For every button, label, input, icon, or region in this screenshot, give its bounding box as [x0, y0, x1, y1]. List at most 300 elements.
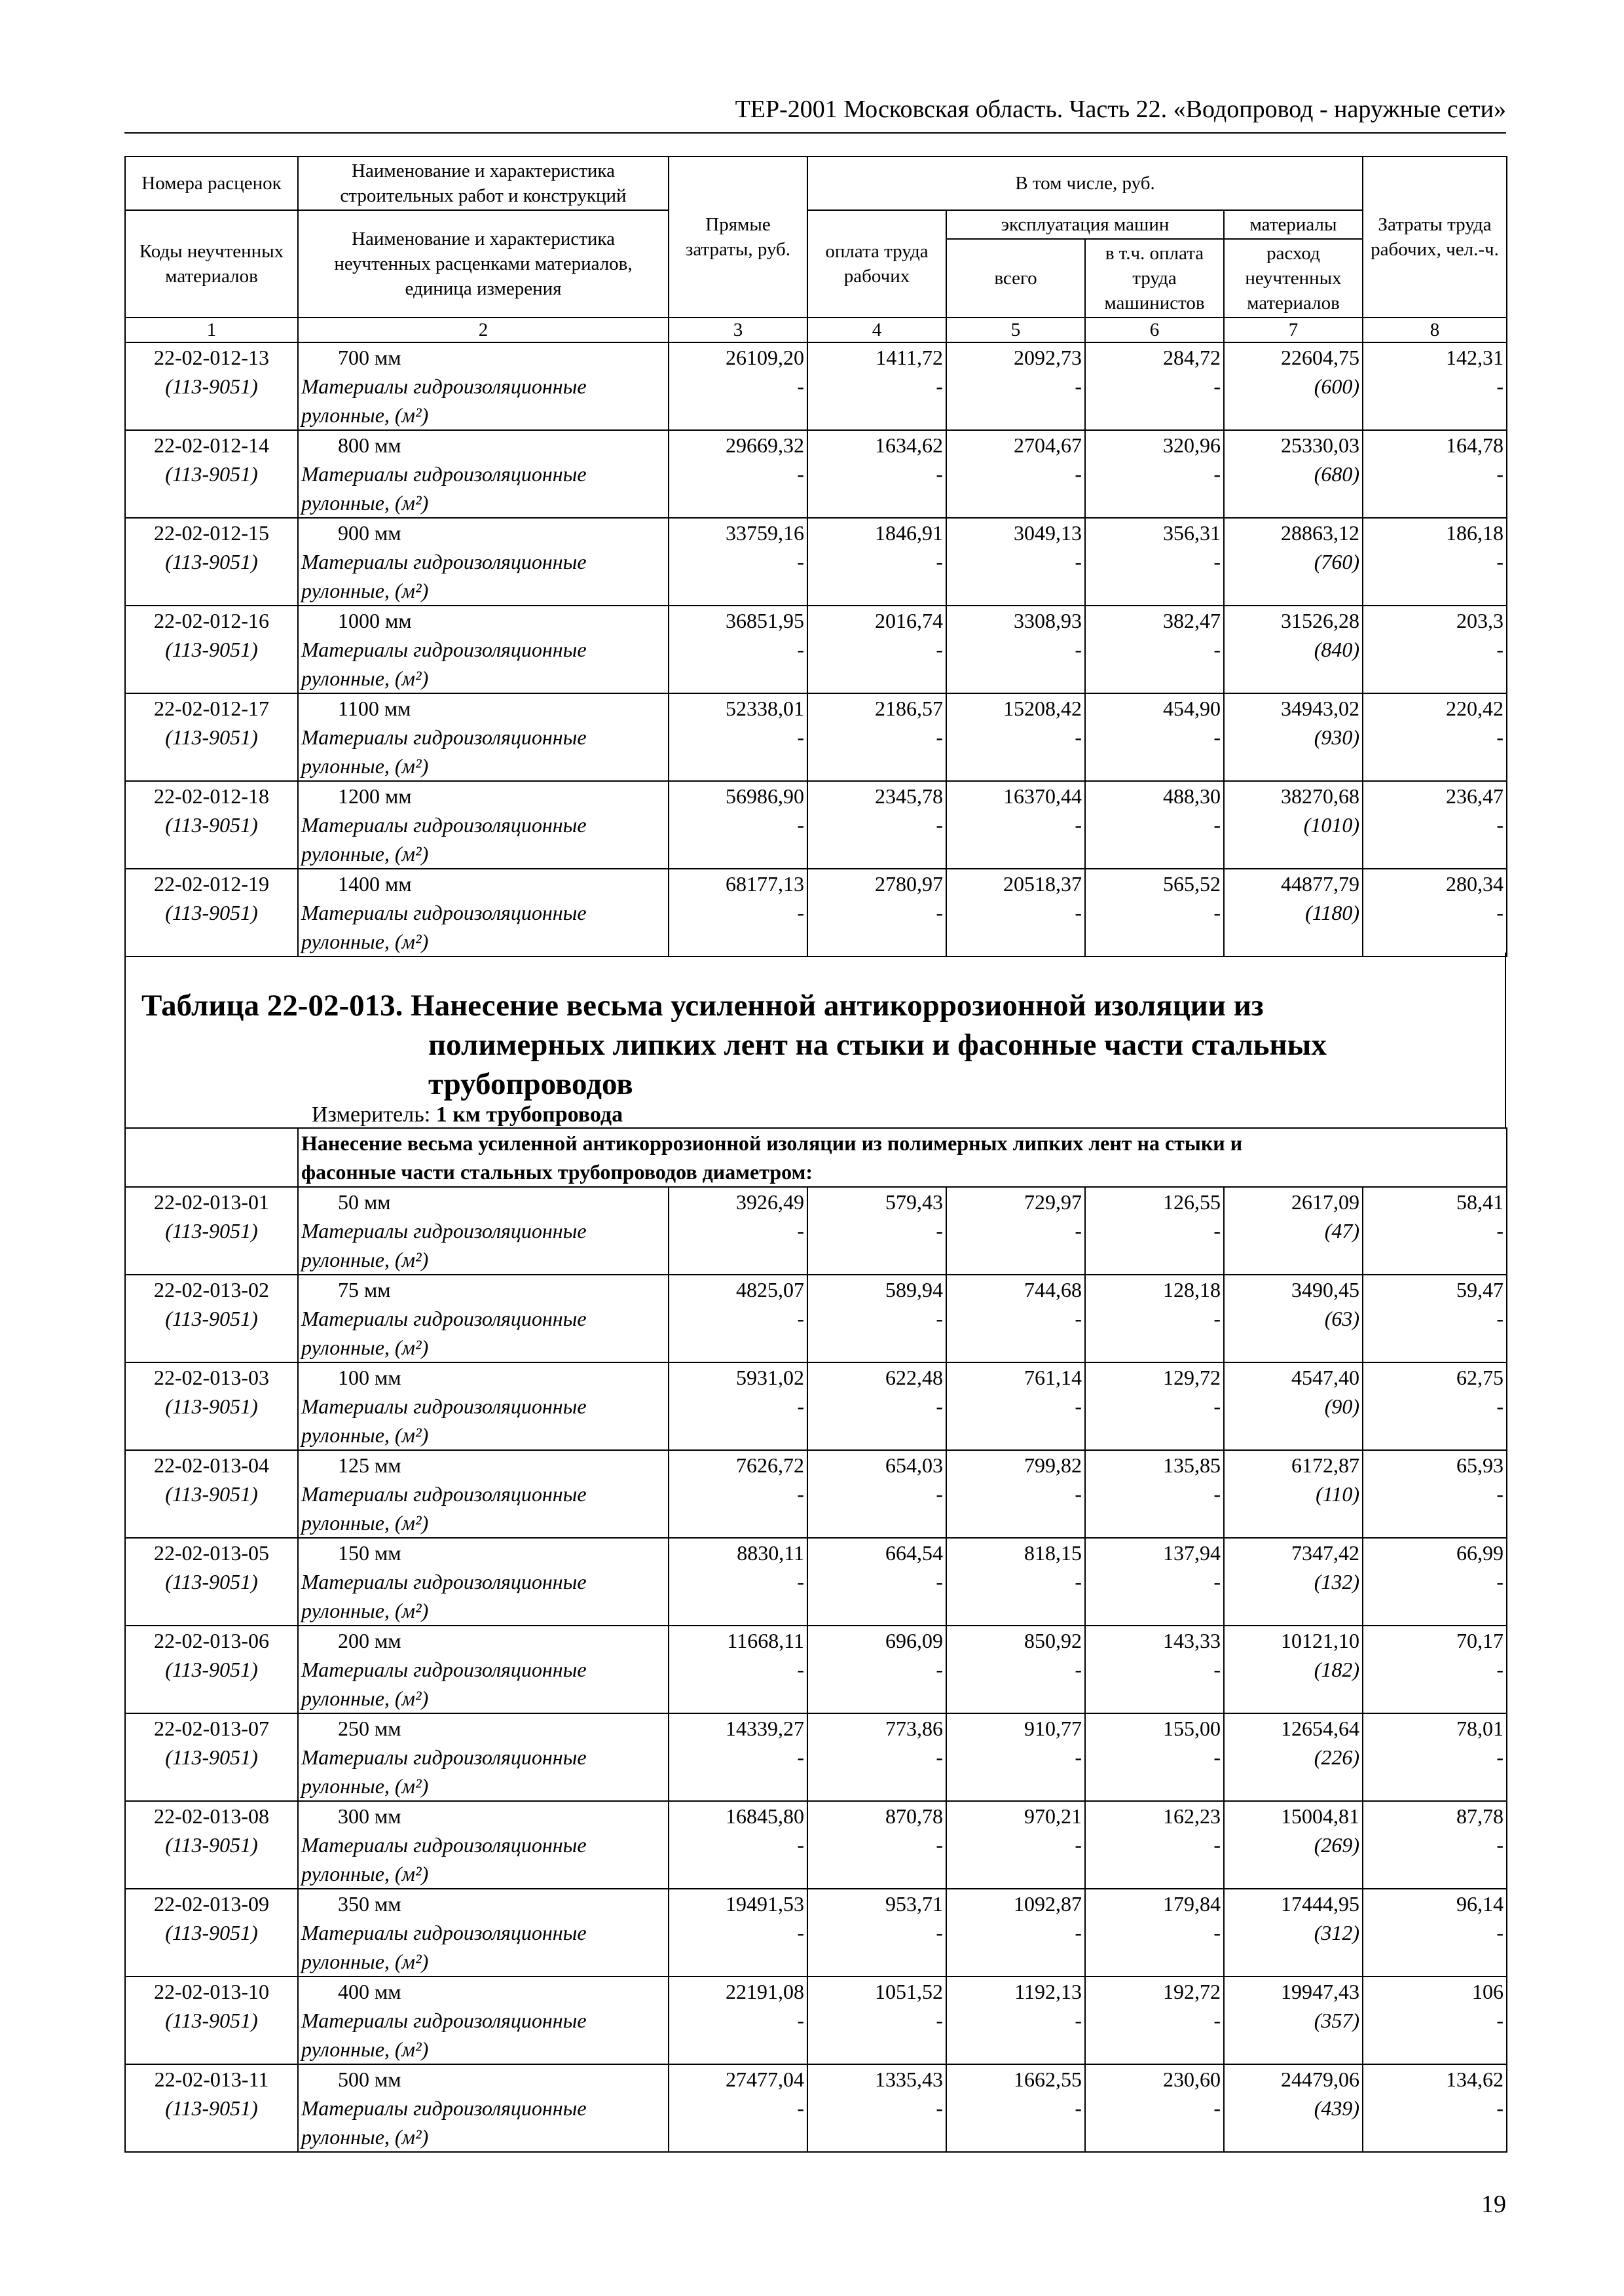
machines-cell [946, 1801, 1085, 1889]
materials-cell [1224, 518, 1363, 606]
wages: 773,86 [885, 1717, 943, 1740]
wages: 1411,72 [876, 346, 943, 369]
dash: - [1496, 1570, 1504, 1594]
material-code: (113-9051) [165, 813, 258, 837]
labor-cost: 142,31 [1446, 346, 1504, 369]
dash: - [797, 1745, 804, 1769]
material-name: Материалы гидроизоляционные [301, 1482, 587, 1506]
material-quantity: (1010) [1303, 813, 1359, 837]
material-quantity: (110) [1316, 1482, 1359, 1506]
dash: - [1213, 725, 1221, 749]
machines-total: 910,77 [1024, 1717, 1082, 1740]
labor-cell [1363, 1801, 1507, 1889]
labor-cell [1363, 1977, 1507, 2064]
machines-cell [946, 518, 1085, 606]
dash: - [1075, 813, 1082, 837]
dash: - [797, 1394, 804, 1418]
direct-cost: 33759,16 [726, 521, 804, 545]
direct-cost: 26109,20 [726, 346, 804, 369]
dash: - [1496, 638, 1504, 661]
material-name: Материалы гидроизоляционные [301, 901, 587, 924]
rate-code-cell [125, 1275, 298, 1362]
rate-code-cell [125, 606, 298, 693]
material-quantity: (63) [1324, 1307, 1359, 1330]
wages-cell [807, 1977, 946, 2064]
materials-cell [1224, 869, 1363, 957]
table-title-line-2: полимерных липких лент на стыки и фасонные части стальных [428, 1028, 1327, 1062]
dash: - [1213, 1658, 1221, 1681]
labor-cell [1363, 2064, 1507, 2152]
direct-cost-cell [669, 1801, 807, 1889]
material-code: (113-9051) [165, 725, 258, 749]
dash: - [1496, 901, 1504, 924]
table2-rows [125, 1187, 1507, 2152]
wages-cell [807, 869, 946, 957]
material-unit: рулонные, (м²) [301, 491, 429, 515]
dash: - [936, 1833, 943, 1857]
dash: - [1213, 2009, 1221, 2032]
labor-cost: 186,18 [1446, 521, 1504, 545]
direct-cost-cell [669, 693, 807, 781]
direct-cost: 27477,04 [726, 2068, 804, 2091]
material-code: (113-9051) [165, 638, 258, 661]
dash: - [936, 374, 943, 398]
column-number: 6 [1085, 318, 1224, 342]
header-rows [125, 156, 1507, 342]
machines-total: 20518,37 [1003, 872, 1082, 896]
rate-code-cell [125, 518, 298, 606]
dash: - [1075, 2009, 1082, 2032]
table-title-line-3: трубопроводов [428, 1067, 633, 1101]
col2-header-top: Наименование и характеристика строительных работ и конструкций [298, 156, 669, 210]
machines-total: 970,21 [1024, 1804, 1082, 1828]
materials-cost: 19947,43 [1281, 1980, 1359, 2003]
direct-cost: 19491,53 [726, 1892, 804, 1916]
wages: 2186,57 [875, 697, 943, 720]
dash: - [936, 725, 943, 749]
wages: 2345,78 [875, 784, 943, 808]
dash: - [1496, 374, 1504, 398]
work-name: 350 мм [338, 1892, 401, 1916]
col4-header: оплата труда рабочих [807, 210, 946, 318]
name-cell [298, 2064, 669, 2152]
material-name: Материалы гидроизоляционные [301, 1921, 587, 1944]
material-quantity: (1180) [1305, 901, 1359, 924]
material-code: (113-9051) [165, 1219, 258, 1243]
material-unit: рулонные, (м²) [301, 579, 429, 602]
direct-cost: 11668,11 [727, 1629, 804, 1652]
materials-cost: 12654,64 [1281, 1717, 1359, 1740]
operators-wages: 382,47 [1163, 609, 1221, 632]
dash: - [936, 1482, 943, 1506]
labor-cost: 164,78 [1446, 433, 1504, 457]
operators-cell [1085, 781, 1224, 869]
wages-cell [807, 781, 946, 869]
labor-cell [1363, 1626, 1507, 1713]
materials-cell [1224, 1362, 1363, 1450]
table-row [125, 1889, 1507, 1977]
rate-code: 22-02-013-02 [154, 1278, 269, 1302]
dash: - [797, 1570, 804, 1594]
dash: - [1075, 1219, 1082, 1243]
operators-cell [1085, 1275, 1224, 1362]
material-code: (113-9051) [165, 2009, 258, 2032]
rate-code-cell [125, 1889, 298, 1977]
direct-cost: 14339,27 [726, 1717, 804, 1740]
materials-header: материалы [1224, 210, 1363, 239]
dash: - [1496, 1307, 1504, 1330]
labor-cost: 96,14 [1456, 1892, 1504, 1916]
labor-cell [1363, 781, 1507, 869]
materials-cost: 22604,75 [1281, 346, 1359, 369]
machines-total: 2092,73 [1014, 346, 1082, 369]
direct-cost: 8830,11 [737, 1541, 804, 1565]
materials-cell [1224, 1713, 1363, 1801]
rate-code-cell [125, 781, 298, 869]
name-cell [298, 1275, 669, 1362]
wages: 1846,91 [875, 521, 943, 545]
wages: 664,54 [885, 1541, 943, 1565]
materials-cost: 24479,06 [1281, 2068, 1359, 2091]
labor-cost: 203,3 [1456, 609, 1504, 632]
operators-cell [1085, 1538, 1224, 1626]
wages-cell [807, 1450, 946, 1538]
name-cell [298, 518, 669, 606]
materials-cell [1224, 2064, 1363, 2152]
dash: - [936, 1394, 943, 1418]
operators-cell [1085, 342, 1224, 430]
material-quantity: (600) [1314, 374, 1359, 398]
rate-code-cell [125, 2064, 298, 2152]
dash: - [797, 1921, 804, 1944]
operators-wages: 135,85 [1163, 1453, 1221, 1477]
operators-cell [1085, 693, 1224, 781]
table-title-line-1: Таблица 22-02-013. Нанесение весьма усиленной антикоррозионной изоляции из [141, 989, 1264, 1023]
work-name: 700 мм [338, 346, 401, 369]
name-cell [298, 1801, 669, 1889]
labor-cost: 280,34 [1446, 872, 1504, 896]
direct-cost-cell [669, 606, 807, 693]
materials-cost: 7347,42 [1291, 1541, 1359, 1565]
materials-cell [1224, 430, 1363, 518]
rate-code-cell [125, 1801, 298, 1889]
material-code: (113-9051) [165, 1921, 258, 1944]
machines-cell [946, 781, 1085, 869]
machines-cell [946, 693, 1085, 781]
table1-rows [125, 342, 1507, 957]
dash: - [1075, 1745, 1082, 1769]
material-quantity: (269) [1314, 1833, 1359, 1857]
operators-wages: 143,33 [1163, 1629, 1221, 1652]
name-cell [298, 1450, 669, 1538]
labor-cell [1363, 518, 1507, 606]
work-name: 1100 мм [338, 697, 411, 720]
dash: - [1213, 550, 1221, 574]
machines-cell [946, 342, 1085, 430]
group-title [298, 1128, 1507, 1187]
material-quantity: (47) [1324, 1219, 1359, 1243]
direct-cost-cell [669, 1889, 807, 1977]
operators-wages: 137,94 [1163, 1541, 1221, 1565]
wages: 654,03 [885, 1453, 943, 1477]
material-quantity: (312) [1314, 1921, 1359, 1944]
material-quantity: (840) [1314, 638, 1359, 661]
measure-value: 1 км трубопровода [435, 1102, 623, 1127]
col1-header-top: Номера расценок [125, 156, 298, 210]
col3-header: Прямые затраты, руб. [669, 156, 807, 318]
dash: - [1075, 1482, 1082, 1506]
table-row [125, 781, 1507, 869]
materials-cost: 25330,03 [1281, 433, 1359, 457]
rate-code: 22-02-012-18 [154, 784, 269, 808]
work-name: 300 мм [338, 1804, 401, 1828]
material-unit: рулонные, (м²) [301, 1423, 429, 1447]
column-number: 4 [807, 318, 946, 342]
name-cell [298, 693, 669, 781]
rate-code-cell [125, 1977, 298, 2064]
material-name: Материалы гидроизоляционные [301, 550, 587, 574]
rate-code: 22-02-012-16 [154, 609, 269, 632]
machines-total: 761,14 [1024, 1366, 1082, 1389]
operators-wages: 488,30 [1163, 784, 1221, 808]
wages-cell [807, 518, 946, 606]
direct-cost-cell [669, 1713, 807, 1801]
material-unit: рулонные, (м²) [301, 1774, 429, 1798]
labor-cell [1363, 1450, 1507, 1538]
operators-cell [1085, 1187, 1224, 1275]
name-cell [298, 1538, 669, 1626]
dash: - [936, 550, 943, 574]
table-row [125, 1450, 1507, 1538]
machines-total: 850,92 [1024, 1629, 1082, 1652]
operators-wages: 129,72 [1163, 1366, 1221, 1389]
operators-cell [1085, 1626, 1224, 1713]
machines-header: эксплуатация машин [946, 210, 1224, 239]
dash: - [1213, 901, 1221, 924]
machines-total: 729,97 [1024, 1190, 1082, 1214]
labor-cell [1363, 1362, 1507, 1450]
dash: - [1213, 1394, 1221, 1418]
material-unit: рулонные, (м²) [301, 1511, 429, 1535]
rate-code-cell [125, 342, 298, 430]
direct-cost: 5931,02 [736, 1366, 804, 1389]
labor-cell [1363, 1275, 1507, 1362]
materials-cell [1224, 1977, 1363, 2064]
material-code: (113-9051) [165, 1570, 258, 1594]
dash: - [797, 638, 804, 661]
wages-cell [807, 1801, 946, 1889]
table-row [125, 1626, 1507, 1713]
rate-code: 22-02-012-19 [154, 872, 269, 896]
operators-wages: 565,52 [1163, 872, 1221, 896]
dash: - [797, 2009, 804, 2032]
dash: - [1496, 550, 1504, 574]
wages-cell [807, 430, 946, 518]
labor-cost: 87,78 [1456, 1804, 1504, 1828]
material-code: (113-9051) [165, 550, 258, 574]
operators-cell [1085, 1362, 1224, 1450]
work-name: 125 мм [338, 1453, 401, 1477]
dash: - [797, 1219, 804, 1243]
operators-wages: 454,90 [1163, 697, 1221, 720]
machines-cell [946, 1538, 1085, 1626]
rate-code: 22-02-012-13 [154, 346, 269, 369]
dash: - [1075, 901, 1082, 924]
wages-cell [807, 606, 946, 693]
dash: - [797, 813, 804, 837]
rate-code-cell [125, 1362, 298, 1450]
material-unit: рулонные, (м²) [301, 842, 429, 866]
direct-cost: 68177,13 [726, 872, 804, 896]
machines-total: 1092,87 [1014, 1892, 1082, 1916]
material-unit: рулонные, (м²) [301, 1686, 429, 1710]
materials-cell [1224, 606, 1363, 693]
table-title-block [124, 953, 1506, 1129]
operators-cell [1085, 606, 1224, 693]
work-name: 900 мм [338, 521, 401, 545]
column-number: 2 [298, 318, 669, 342]
direct-cost: 22191,08 [726, 1980, 804, 2003]
work-name: 1400 мм [338, 872, 412, 896]
rate-code: 22-02-013-05 [154, 1541, 269, 1565]
name-cell [298, 430, 669, 518]
wages-cell [807, 1362, 946, 1450]
dash: - [1496, 1833, 1504, 1857]
dash: - [936, 462, 943, 486]
wages: 696,09 [885, 1629, 943, 1652]
material-quantity: (760) [1314, 550, 1359, 574]
operators-cell [1085, 430, 1224, 518]
dash: - [1496, 1745, 1504, 1769]
dash: - [1213, 374, 1221, 398]
wages: 2780,97 [875, 872, 943, 896]
operators-cell [1085, 1889, 1224, 1977]
table-row [125, 1801, 1507, 1889]
direct-cost-cell [669, 1977, 807, 2064]
dash: - [936, 901, 943, 924]
wages-cell [807, 1538, 946, 1626]
operators-wages: 126,55 [1163, 1190, 1221, 1214]
name-cell [298, 342, 669, 430]
material-code: (113-9051) [165, 462, 258, 486]
column-number: 7 [1224, 318, 1363, 342]
direct-cost-cell [669, 781, 807, 869]
operators-cell [1085, 518, 1224, 606]
table-row [125, 342, 1507, 430]
machines-cell [946, 430, 1085, 518]
material-unit: рулонные, (м²) [301, 403, 429, 427]
material-name: Материалы гидроизоляционные [301, 374, 587, 398]
dash: - [936, 1219, 943, 1243]
material-code: (113-9051) [165, 1482, 258, 1506]
table-row [125, 2064, 1507, 2152]
rate-code: 22-02-013-09 [154, 1892, 269, 1916]
name-cell [298, 1977, 669, 2064]
materials-cell [1224, 1626, 1363, 1713]
dash: - [936, 1745, 943, 1769]
operators-wages: 192,72 [1163, 1980, 1221, 2003]
wages: 953,71 [885, 1892, 943, 1916]
direct-cost-cell [669, 1187, 807, 1275]
dash: - [936, 638, 943, 661]
direct-cost: 16845,80 [726, 1804, 804, 1828]
wages-cell [807, 1187, 946, 1275]
materials-cost: 10121,10 [1281, 1629, 1359, 1652]
dash: - [1075, 2096, 1082, 2120]
material-name: Материалы гидроизоляционные [301, 1219, 587, 1243]
dash: - [1213, 1219, 1221, 1243]
wages: 1051,52 [875, 1980, 943, 2003]
operators-cell [1085, 1801, 1224, 1889]
table-row [125, 518, 1507, 606]
labor-cost: 220,42 [1446, 697, 1504, 720]
machines-total: 744,68 [1024, 1278, 1082, 1302]
dash: - [936, 1921, 943, 1944]
materials-cost: 4547,40 [1291, 1366, 1359, 1389]
material-name: Материалы гидроизоляционные [301, 2009, 587, 2032]
dash: - [1075, 1921, 1082, 1944]
labor-cost: 70,17 [1456, 1629, 1504, 1652]
material-unit: рулонные, (м²) [301, 666, 429, 690]
direct-cost-cell [669, 518, 807, 606]
material-code: (113-9051) [165, 901, 258, 924]
direct-cost: 29669,32 [726, 433, 804, 457]
machines-cell [946, 1713, 1085, 1801]
material-name: Материалы гидроизоляционные [301, 725, 587, 749]
dash: - [797, 2096, 804, 2120]
dash: - [797, 374, 804, 398]
labor-cell [1363, 342, 1507, 430]
table-row [125, 1187, 1507, 1275]
work-name: 200 мм [338, 1629, 401, 1652]
rate-code-cell [125, 1450, 298, 1538]
group-title-line-1: Нанесение весьма усиленной антикоррозионной изоляции из полимерных липких лент на стыки и [301, 1131, 1243, 1155]
direct-cost-cell [669, 2064, 807, 2152]
material-code: (113-9051) [165, 1658, 258, 1681]
materials-cost: 28863,12 [1281, 521, 1359, 545]
dash: - [1496, 1658, 1504, 1681]
dash: - [1496, 462, 1504, 486]
labor-cost: 78,01 [1456, 1717, 1504, 1740]
work-name: 1000 мм [338, 609, 412, 632]
rate-code: 22-02-013-01 [154, 1190, 269, 1214]
work-name: 75 мм [338, 1278, 391, 1302]
column-numbers-row [125, 318, 1507, 342]
labor-cost: 134,62 [1446, 2068, 1504, 2091]
dash: - [1213, 1833, 1221, 1857]
dash: - [1213, 1921, 1221, 1944]
materials-cell [1224, 693, 1363, 781]
rate-code: 22-02-013-06 [154, 1629, 269, 1652]
rate-code: 22-02-013-04 [154, 1453, 269, 1477]
machines-cell [946, 1187, 1085, 1275]
materials-cell [1224, 342, 1363, 430]
dash: - [797, 1482, 804, 1506]
dash: - [1075, 1394, 1082, 1418]
work-name: 50 мм [338, 1190, 391, 1214]
work-name: 400 мм [338, 1980, 401, 2003]
material-name: Материалы гидроизоляционные [301, 2096, 587, 2120]
machines-cell [946, 1275, 1085, 1362]
dash: - [797, 1307, 804, 1330]
wages-cell [807, 1713, 946, 1801]
machines-total: 15208,42 [1003, 697, 1082, 720]
materials-cost: 6172,87 [1291, 1453, 1359, 1477]
materials-cost: 2617,09 [1291, 1190, 1359, 1214]
material-name: Материалы гидроизоляционные [301, 462, 587, 486]
material-code: (113-9051) [165, 374, 258, 398]
column-number: 8 [1363, 318, 1507, 342]
